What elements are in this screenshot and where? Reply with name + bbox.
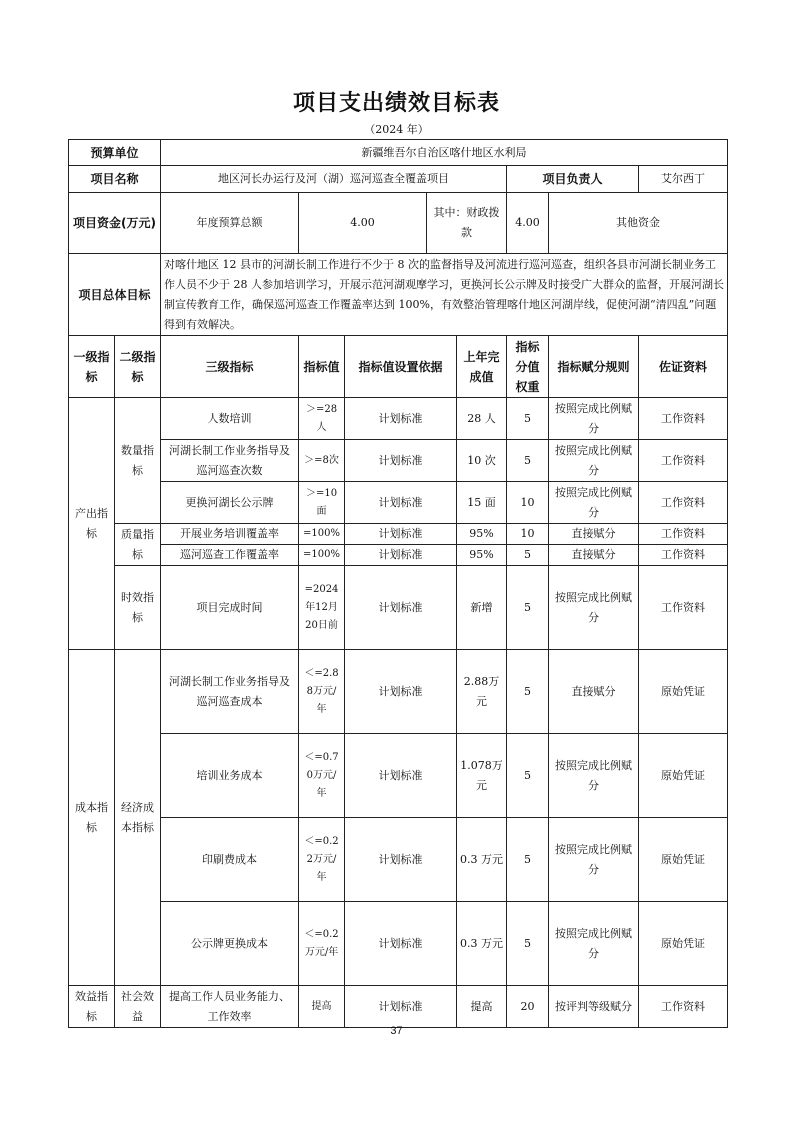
indicator-evidence: 工作资料 — [639, 566, 728, 650]
page-number: 37 — [390, 1025, 403, 1037]
header-last-year: 上年完成值 — [457, 336, 507, 398]
group-econ-cost: 经济成本指标 — [115, 650, 161, 986]
indicator-basis: 计划标准 — [345, 440, 457, 482]
indicator-rule: 按照完成比例赋分 — [549, 398, 639, 440]
indicator-weight: 10 — [507, 482, 549, 524]
header-evidence: 佐证资料 — [639, 336, 728, 398]
group-quality: 质量指标 — [115, 524, 161, 566]
indicator-weight: 5 — [507, 734, 549, 818]
indicator-weight: 5 — [507, 902, 549, 986]
indicator-value: ＜=2.88万元/年 — [299, 650, 345, 734]
indicator-last: 15 面 — [457, 482, 507, 524]
indicator-evidence: 工作资料 — [639, 440, 728, 482]
budget-unit-label: 预算单位 — [69, 140, 161, 166]
indicator-evidence: 原始凭证 — [639, 650, 728, 734]
header-level3: 三级指标 — [161, 336, 299, 398]
indicator-value: ＜=0.2万元/年 — [299, 902, 345, 986]
indicator-evidence: 原始凭证 — [639, 734, 728, 818]
indicator-last: 95% — [457, 524, 507, 545]
indicator-evidence: 工作资料 — [639, 398, 728, 440]
indicator-value: ＜=0.70万元/年 — [299, 734, 345, 818]
indicator-rule: 直接赋分 — [549, 524, 639, 545]
indicator-name: 更换河湖长公示牌 — [161, 482, 299, 524]
project-leader-label: 项目负责人 — [507, 166, 639, 193]
indicator-rule: 按照完成比例赋分 — [549, 734, 639, 818]
indicator-evidence: 工作资料 — [639, 524, 728, 545]
group-cost: 成本指标 — [69, 650, 115, 986]
indicator-last: 28 人 — [457, 398, 507, 440]
indicator-rule: 按照完成比例赋分 — [549, 482, 639, 524]
header-value: 指标值 — [299, 336, 345, 398]
table-row — [69, 545, 728, 566]
indicator-name: 公示牌更换成本 — [161, 902, 299, 986]
indicator-name: 印刷费成本 — [161, 818, 299, 902]
table-row — [69, 818, 728, 902]
indicator-weight: 5 — [507, 398, 549, 440]
group-timeliness: 时效指标 — [115, 566, 161, 650]
indicator-rule: 直接赋分 — [549, 650, 639, 734]
indicator-name: 提高工作人员业务能力、工作效率 — [161, 986, 299, 1028]
performance-table — [68, 139, 728, 1028]
indicator-last: 10 次 — [457, 440, 507, 482]
indicator-name: 巡河巡查工作覆盖率 — [161, 545, 299, 566]
indicator-name: 河湖长制工作业务指导及巡河巡查次数 — [161, 440, 299, 482]
group-quantity: 数量指标 — [115, 398, 161, 524]
table-row — [69, 734, 728, 818]
indicator-basis: 计划标准 — [345, 524, 457, 545]
indicator-name: 河湖长制工作业务指导及巡河巡查成本 — [161, 650, 299, 734]
indicator-basis: 计划标准 — [345, 566, 457, 650]
goal-label: 项目总体目标 — [69, 254, 161, 336]
indicator-weight: 5 — [507, 650, 549, 734]
project-leader-value: 艾尔西丁 — [639, 166, 728, 193]
budget-unit-value: 新疆维吾尔自治区喀什地区水利局 — [161, 140, 728, 166]
table-row — [69, 566, 728, 650]
goal-text: 对喀什地区 12 县市的河湖长制工作进行不少于 8 次的监督指导及河流进行巡河巡查，组织各县市河湖长制业务工作人员不少于 28 人参加培训学习，开展示范河湖观摩学习，更换河长公示牌及时接受广大群众的监督，开展河湖长制宣传教育工作，确保巡河巡查工作覆盖率达到 100%，有效整治管理喀什地区河湖岸线，促使河湖“清四乱”问题得到有效解决。 — [161, 254, 728, 336]
table-row — [69, 986, 728, 1028]
indicator-last: 0.3 万元 — [457, 902, 507, 986]
indicator-basis: 计划标准 — [345, 902, 457, 986]
indicator-rule: 按照完成比例赋分 — [549, 440, 639, 482]
indicator-rule: 按照完成比例赋分 — [549, 818, 639, 902]
header-level1: 一级指标 — [69, 336, 115, 398]
indicator-name: 培训业务成本 — [161, 734, 299, 818]
indicator-name: 开展业务培训覆盖率 — [161, 524, 299, 545]
table-row — [69, 524, 728, 545]
indicator-rule: 按照完成比例赋分 — [549, 902, 639, 986]
indicator-rule: 按照完成比例赋分 — [549, 566, 639, 650]
indicator-value: ＞=10面 — [299, 482, 345, 524]
indicator-value: =100% — [299, 545, 345, 566]
indicator-value: 提高 — [299, 986, 345, 1028]
indicator-weight: 5 — [507, 545, 549, 566]
indicator-basis: 计划标准 — [345, 482, 457, 524]
indicator-evidence: 工作资料 — [639, 986, 728, 1028]
header-basis: 指标值设置依据 — [345, 336, 457, 398]
table-row — [69, 482, 728, 524]
group-output: 产出指标 — [69, 398, 115, 650]
indicator-name: 项目完成时间 — [161, 566, 299, 650]
indicator-weight: 5 — [507, 818, 549, 902]
indicator-last: 提高 — [457, 986, 507, 1028]
indicator-last: 95% — [457, 545, 507, 566]
indicator-last: 2.88万元 — [457, 650, 507, 734]
indicator-basis: 计划标准 — [345, 398, 457, 440]
indicator-basis: 计划标准 — [345, 986, 457, 1028]
indicator-value: ＜=0.22万元/年 — [299, 818, 345, 902]
indicator-evidence: 原始凭证 — [639, 902, 728, 986]
indicator-value: ＞=28人 — [299, 398, 345, 440]
indicator-value: ＞=8次 — [299, 440, 345, 482]
indicator-rule: 直接赋分 — [549, 545, 639, 566]
group-social-benefit: 社会效益 — [115, 986, 161, 1028]
indicator-basis: 计划标准 — [345, 650, 457, 734]
year-label: （2024 年） — [364, 123, 429, 136]
indicator-last: 0.3 万元 — [457, 818, 507, 902]
indicator-evidence: 工作资料 — [639, 482, 728, 524]
page-title: 项目支出绩效目标表 — [292, 91, 500, 116]
indicator-evidence: 原始凭证 — [639, 818, 728, 902]
fiscal-label: 其中：财政拨款 — [427, 193, 507, 254]
table-row — [69, 398, 728, 440]
indicator-weight: 10 — [507, 524, 549, 545]
annual-budget-label: 年度预算总额 — [161, 193, 299, 254]
header-weight: 指标分值权重 — [507, 336, 549, 398]
header-level2: 二级指标 — [115, 336, 161, 398]
project-name-label: 项目名称 — [69, 166, 161, 193]
indicator-basis: 计划标准 — [345, 818, 457, 902]
group-benefit: 效益指标 — [69, 986, 115, 1028]
indicator-weight: 5 — [507, 440, 549, 482]
indicator-weight: 20 — [507, 986, 549, 1028]
indicator-basis: 计划标准 — [345, 734, 457, 818]
indicator-name: 人数培训 — [161, 398, 299, 440]
fiscal-value: 4.00 — [507, 193, 549, 254]
funds-label: 项目资金(万元) — [69, 193, 161, 254]
indicator-evidence: 工作资料 — [639, 545, 728, 566]
project-name-value: 地区河长办运行及河（湖）巡河巡查全覆盖项目 — [161, 166, 507, 193]
other-funds-label-cell — [549, 193, 728, 254]
table-row — [69, 440, 728, 482]
other-funds-label: 其他资金 — [616, 216, 661, 229]
indicator-weight: 5 — [507, 566, 549, 650]
header-rule: 指标赋分规则 — [549, 336, 639, 398]
table-row — [69, 902, 728, 986]
indicator-basis: 计划标准 — [345, 545, 457, 566]
indicator-rule: 按评判等级赋分 — [549, 986, 639, 1028]
annual-budget-value: 4.00 — [299, 193, 427, 254]
indicator-value: =2024年12月20日前 — [299, 566, 345, 650]
indicator-last: 1.078万元 — [457, 734, 507, 818]
indicator-last: 新增 — [457, 566, 507, 650]
indicator-value: =100% — [299, 524, 345, 545]
table-row — [69, 650, 728, 734]
